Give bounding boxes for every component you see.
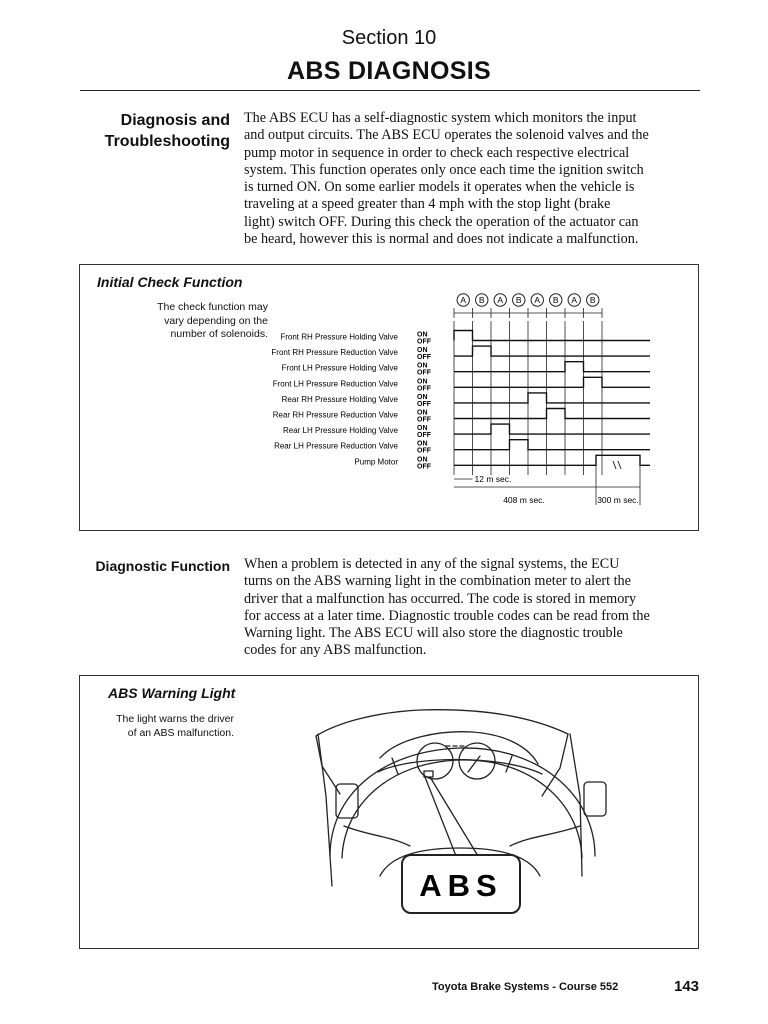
steering-wheel-spoke (510, 826, 580, 846)
signal-waveform (454, 346, 650, 356)
signal-waveform (454, 362, 650, 372)
body-line: driver that a malfunction has occurred. The code is stored in memory (244, 590, 637, 607)
sequence-label: 408 m sec. (503, 495, 545, 505)
initial-check-figure (79, 264, 699, 531)
caption-line: vary depending on the (164, 314, 268, 327)
steering-wheel-rim (330, 748, 595, 856)
diagnosis-heading-line: Troubleshooting (104, 133, 230, 150)
on-label: ON (417, 409, 428, 417)
pump-label: 300 m sec. (597, 495, 639, 505)
signal-label: Front RH Pressure Reduction Valve (271, 348, 398, 358)
off-label: OFF (417, 354, 431, 362)
phase-label: B (552, 295, 559, 306)
caption-line: The check function may (157, 301, 268, 313)
right-vent (584, 782, 606, 816)
body-line: system. This function operates only once each time the ignition switch (244, 161, 644, 178)
signal-label: Rear RH Pressure Holding Valve (281, 394, 398, 404)
body-line: is turned ON. On some earlier models it operates when the vehicle is (244, 179, 635, 196)
signal-waveform (454, 377, 650, 387)
gauge-needle (468, 756, 480, 772)
off-label: OFF (417, 400, 431, 408)
signal-waveform (454, 440, 650, 450)
off-label: OFF (417, 369, 431, 377)
body-line: turns on the ABS warning light in the combination meter to alert the (244, 573, 631, 590)
signal-waveform (454, 393, 650, 403)
caption-line: The light warns the driver (116, 713, 234, 725)
steering-wheel-spoke (344, 826, 410, 846)
diagnostic-function-body (244, 556, 704, 660)
diagnosis-body (244, 110, 704, 248)
body-line: for access at a later time. Diagnostic trouble codes can be read from the (244, 607, 650, 624)
off-label: OFF (417, 432, 431, 440)
off-label: OFF (417, 385, 431, 393)
body-line: codes for any ABS malfunction. (244, 642, 427, 659)
dash-outline (316, 710, 568, 736)
footer-course: Toyota Brake Systems - Course 552 (432, 981, 619, 993)
on-label: ON (417, 440, 428, 448)
leader-line (430, 777, 478, 856)
on-label: ON (417, 347, 428, 355)
signal-waveform (454, 424, 650, 434)
abs-indicator-text: ABS (419, 868, 503, 903)
caption-line: of an ABS malfunction. (127, 726, 234, 739)
on-label: ON (417, 362, 428, 370)
leader-line (425, 777, 456, 856)
step-label: 12 m sec. (474, 474, 512, 484)
title-rule (80, 90, 700, 91)
diagnosis-heading-line: Diagnosis and (120, 112, 230, 129)
signal-label: Front LH Pressure Reduction Valve (272, 379, 398, 389)
steering-wheel-rim-inner (342, 760, 582, 858)
signal-label: Rear LH Pressure Reduction Valve (274, 441, 398, 451)
figure-title: Initial Check Function (97, 274, 243, 290)
on-label: ON (417, 393, 428, 401)
body-line: light) switch OFF. During this check the operation of the actuator can (244, 213, 639, 230)
page-title: ABS DIAGNOSIS (287, 57, 491, 85)
signal-label: Front LH Pressure Holding Valve (281, 363, 398, 373)
diagnostic-function-heading: Diagnostic Function (95, 558, 230, 574)
diagnosis-heading (60, 110, 230, 152)
figure-title: ABS Warning Light (108, 685, 236, 701)
body-line: The ABS ECU has a self-diagnostic system which monitors the input (244, 110, 637, 126)
phase-label: A (571, 295, 578, 306)
warning-light-figure (79, 675, 699, 949)
off-label: OFF (417, 447, 431, 455)
caption-line: number of solenoids. (170, 328, 268, 340)
signal-label: Front RH Pressure Holding Valve (280, 332, 398, 342)
body-line: be heard, however this is normal and does not indicate a malfunction. (244, 231, 639, 248)
on-label: ON (417, 331, 428, 339)
body-line: Warning light. The ABS ECU will also store the diagnostic trouble (244, 625, 623, 642)
phase-label: A (497, 295, 504, 306)
body-line: traveling at a speed greater than 4 mph with the stop light (brake (244, 196, 611, 213)
on-label: ON (417, 456, 428, 464)
signal-label: Rear RH Pressure Reduction Valve (272, 410, 398, 420)
signal-waveform (454, 331, 650, 341)
signal-waveform (454, 409, 650, 419)
phase-label: B (589, 295, 596, 306)
signal-label: Rear LH Pressure Holding Valve (282, 426, 398, 436)
on-label: ON (417, 378, 428, 386)
phase-label: A (460, 295, 467, 306)
signal-label: Pump Motor (354, 457, 398, 467)
section-label: Section 10 (341, 27, 437, 49)
body-line: When a problem is detected in any of the signal systems, the ECU (244, 556, 620, 572)
off-label: OFF (417, 416, 431, 424)
phase-label: A (534, 295, 541, 306)
body-line: and output circuits. The ABS ECU operates the solenoid valves and the (244, 127, 649, 144)
dashboard-illustration (80, 676, 698, 948)
timing-diagram (80, 265, 698, 530)
off-label: OFF (417, 338, 431, 346)
page-number: 143 (674, 978, 700, 995)
phase-label: B (515, 295, 522, 306)
body-line: pump motor in sequence in order to check each respective electrical (244, 144, 630, 161)
on-label: ON (417, 425, 428, 433)
phase-label: B (478, 295, 485, 306)
off-label: OFF (417, 463, 431, 471)
